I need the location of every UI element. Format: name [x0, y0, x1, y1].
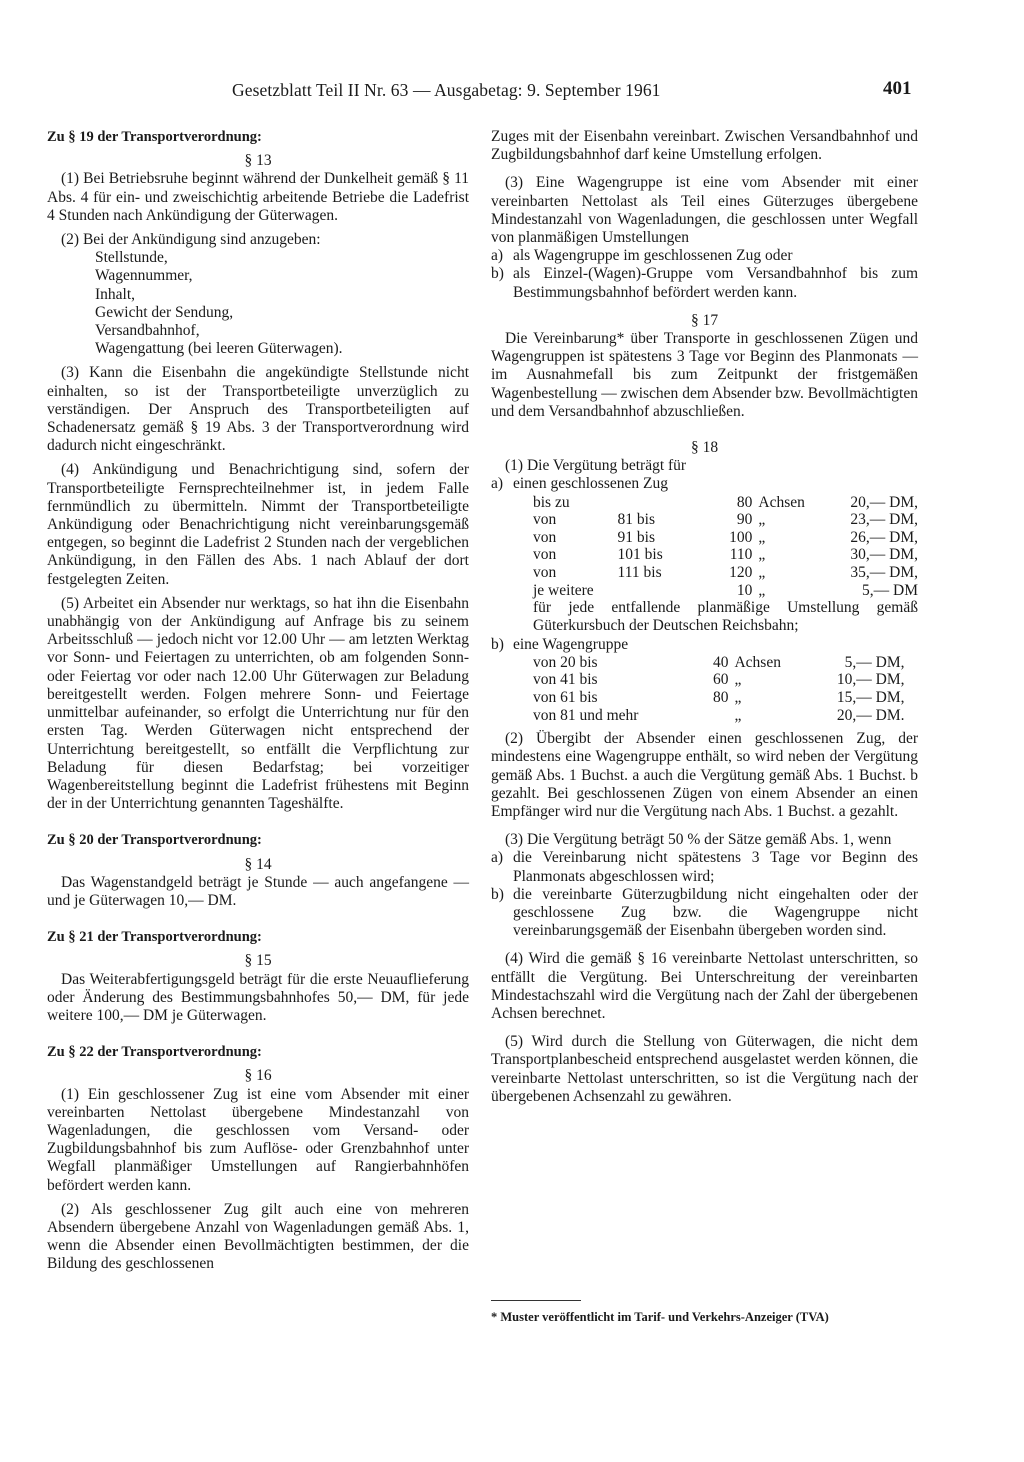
table-cell: „	[734, 689, 742, 707]
table-cell: 20,— DM,	[850, 493, 918, 511]
table-cell: 30,— DM,	[850, 546, 918, 564]
section-18-para-3: (3) Die Vergütung beträgt 50 % der Sätze gemäß Abs. 1, wenn	[505, 831, 892, 849]
page-header: Gesetzblatt Teil II Nr. 63 — Ausgabetag: 9. September 1961	[232, 80, 661, 100]
fee-table-wagon-group	[533, 654, 904, 724]
item-label: b)	[491, 885, 504, 903]
table-cell: von 61 bis	[533, 689, 598, 707]
section-18-title: § 18	[690, 439, 719, 457]
table-cell: von 20 bis	[533, 653, 598, 671]
table-row	[533, 689, 904, 707]
section-18-item-a-continued: für jede entfallende planmäßige Umstellung gemäß Güterkursbuch der Deutschen Reichsbahn;	[533, 599, 918, 635]
table-row	[533, 529, 918, 547]
list-item: Inhalt,	[95, 285, 136, 303]
item-label: a)	[491, 247, 504, 265]
section-13-para-4: (4) Ankündigung und Benachrichtigung sind, sofern der Transportbeteiligte Fernsprechteilnehmer ist, in jedem Falle fernmündlich zu übermitteln. Nimmt der Transportbeteiligte Ankündigung oder Benachrichtigung nicht vereinbarungsgemäß entgegen, so beginnt die Ladefrist 2 Stunden nach der vergeblichen Ankündigung, in den Fällen des Abs. 1 nach Ablauf der dort festgelegten Zeiten.	[47, 461, 469, 588]
section-18-item-b	[491, 636, 918, 654]
table-cell: 90	[736, 511, 753, 529]
table-cell: 60	[712, 671, 729, 689]
table-row	[533, 564, 918, 582]
list-item: Versandbahnhof,	[95, 322, 200, 340]
table-cell: „	[758, 546, 766, 564]
heading-zu-20: Zu § 20 der Transportverordnung:	[47, 832, 262, 849]
section-16-para-2: (2) Als geschlossener Zug gilt auch eine von mehreren Absendern übergebene Anzahl von Wagenladungen gemäß Abs. 1, wenn die Absender einen Bevollmächtigten bestimmen, der die Bildung des geschlossenen	[47, 1200, 469, 1273]
item-label: a)	[491, 475, 504, 493]
section-18-para-5: (5) Wird durch die Stellung von Güterwagen, die nicht dem Transportplanbescheid entsprechend ausgelastet werden können, die vereinbarte Nettolast unterschritten, so ist die Vergütung nach der übergebenen Achsenzahl zu gewähren.	[491, 1033, 918, 1105]
table-cell: von	[533, 511, 557, 529]
section-15-title: § 15	[244, 952, 272, 970]
section-18-para-4: (4) Wird die gemäß § 16 vereinbarte Nettolast unterschritten, so entfällt die Vergütung. Bei Unterschreitung der vereinbarten Mindestachszahl wird die Vergütung nach der Zahl der übergebenen Achsen berechnet.	[491, 950, 918, 1023]
fee-table-closed-train	[533, 494, 918, 600]
table-row	[533, 654, 904, 672]
table-row	[533, 707, 904, 725]
section-16-item-a	[491, 247, 918, 265]
table-cell: „	[758, 511, 766, 529]
section-13-para-3: (3) Kann die Eisenbahn die angekündigte Stellstunde nicht einhalten, so ist der Transportbeteiligte unverzüglich zu verständigen. Der Anspruch des Transportbeteiligten auf Schadenersatz gemäß § 19 Abs. 3 der Transportverordnung wird dadurch nicht eingeschränkt.	[47, 364, 469, 455]
section-18-para-1: (1) Die Vergütung beträgt für	[505, 457, 687, 475]
item-label: b)	[491, 265, 504, 283]
table-cell: Achsen	[758, 493, 805, 511]
footnote: * Muster veröffentlicht im Tarif- und Verkehrs-Anzeiger (TVA)	[491, 1310, 829, 1324]
item-label: b)	[491, 635, 504, 653]
section-18-para-2: (2) Übergibt der Absender einen geschlossenen Zug, der mindestens eine Wagengruppe enthält, so wird neben der Vergütung gemäß Abs. 1 Buchst. a auch die Vergütung gemäß Abs. 1 Buchst. b gezahlt. Bei geschlossenen Zügen von einem Absender an einen Empfänger wird nur die Vergütung nach Abs. 1 Buchst. a gezahlt.	[491, 730, 918, 821]
table-cell: 101 bis	[617, 546, 663, 564]
table-cell: 120	[729, 564, 753, 582]
table-cell	[638, 707, 734, 725]
section-17-title: § 17	[690, 311, 719, 329]
table-cell: 110	[729, 546, 753, 564]
table-row	[533, 582, 918, 600]
section-13-para-2: (2) Bei der Ankündigung sind anzugeben:	[61, 231, 321, 249]
table-row	[533, 511, 918, 529]
table-cell: 111 bis	[617, 564, 662, 582]
table-cell: 5,— DM,	[844, 653, 905, 671]
section-18-3-item-a	[491, 849, 918, 885]
table-cell: „	[758, 564, 766, 582]
section-13-title: § 13	[244, 152, 272, 170]
table-cell: 20,— DM.	[836, 706, 905, 724]
table-cell: 40	[712, 653, 729, 671]
left-column	[47, 128, 469, 1274]
page-number: 401	[883, 78, 912, 99]
table-cell: 91 bis	[617, 528, 656, 546]
table-cell: 81 bis	[617, 511, 656, 529]
table-cell: 35,— DM,	[850, 564, 918, 582]
table-cell: 23,— DM,	[850, 511, 918, 529]
table-cell: „	[734, 671, 742, 689]
table-cell: von	[533, 564, 557, 582]
table-cell: 80	[736, 493, 753, 511]
heading-zu-19: Zu § 19 der Transportverordnung:	[47, 129, 262, 145]
item-text: die Vereinbarung nicht spätestens 3 Tage vor Beginn des Planmonats abgeschlossen wird;	[513, 849, 918, 885]
item-text: die vereinbarte Güterzugbildung nicht eingehalten oder der geschlossene Zug bzw. die Wagengruppe nicht vereinbarungsgemäß der Eisenbahn übergeben worden sind.	[513, 885, 918, 940]
section-14-para: Das Wagenstandgeld beträgt je Stunde — auch angefangene — und je Güterwagen 10,— DM.	[47, 873, 469, 909]
section-18-item-a	[491, 475, 918, 493]
table-cell: „	[758, 528, 766, 546]
section-18-3-item-b	[491, 886, 918, 941]
heading-zu-21: Zu § 21 der Transportverordnung:	[47, 929, 262, 946]
table-cell: 5,— DM	[862, 581, 918, 599]
table-row	[533, 546, 918, 564]
section-13-para-1: (1) Bei Betriebsruhe beginnt während der Dunkelheit gemäß § 11 Abs. 4 für ein- und zweischichtig arbeitende Betriebe die Ladefrist 4 Stunden nach Ankündigung der Güterwagen.	[47, 170, 469, 224]
section-13-item-list	[47, 249, 469, 358]
table-row	[533, 671, 904, 689]
section-16-title: § 16	[244, 1067, 272, 1085]
section-16-para-2-continued: Zuges mit der Eisenbahn vereinbart. Zwischen Versandbahnhof und Zugbildungsbahnhof darf keine Umstellung erfolgen.	[491, 128, 918, 164]
item-text: einen geschlossenen Zug	[513, 475, 668, 493]
footnote-divider	[491, 1300, 581, 1301]
heading-zu-22: Zu § 22 der Transportverordnung:	[47, 1044, 262, 1061]
table-row	[533, 494, 918, 512]
list-item: Wagennummer,	[95, 267, 193, 285]
table-cell: 80	[712, 689, 729, 707]
table-cell	[618, 582, 675, 600]
item-text: eine Wagengruppe	[513, 635, 629, 653]
section-14-title: § 14	[244, 855, 272, 873]
table-cell: „	[734, 706, 742, 724]
section-16-item-b	[491, 265, 918, 301]
table-cell: von 41 bis	[533, 671, 598, 689]
item-text: als Einzel-(Wagen)-Gruppe vom Versandbahnhof bis zum Bestimmungsbahnhof befördert werden kann.	[513, 265, 918, 301]
section-13-para-5: (5) Arbeitet ein Absender nur werktags, so hat ihn die Eisenbahn unabhängig von der Ankündigung auf Anfrage bis zu seinem Arbeitsschluß — jedoch nicht vor 12.00 Uhr — am letzten Werktag vor Sonn- und Feiertagen zu unterrichten, ob am folgenden Sonn- oder Feiertag vor oder nach 12.00 Uhr Güterwagen zur Beladung bereitgestellt werden. Folgen mehrere Sonn- und Feiertage unmittelbar aufeinander, so erfolgt die Unterrichtung nur für den ersten Tag. Werden Güterwagen nicht entsprechend der Unterrichtung bereitgestellt, so entfällt die Verpflichtung zur Beladung für diesen Bedarfstag; bei vorzeitiger Wagenbereitstellung beginnt die Ladefrist frühestens mit Beginn der in der Unterrichtung genannten Tageshälfte.	[47, 594, 469, 813]
list-item: Stellstunde,	[95, 249, 168, 267]
table-cell: von 81 und mehr	[533, 706, 639, 724]
table-cell: 15,— DM,	[836, 689, 905, 707]
item-text: als Wagengruppe im geschlossenen Zug oder	[513, 247, 793, 265]
item-label: a)	[491, 849, 504, 867]
list-item: Wagengattung (bei leeren Güterwagen).	[95, 340, 343, 358]
section-15-para: Das Weiterabfertigungsgeld beträgt für die erste Neuauflieferung oder Änderung des Bestimmungsbahnhofes 50,— DM, für jede weitere 100,— DM je Güterwagen.	[47, 970, 469, 1024]
table-cell: je weitere	[533, 581, 594, 599]
table-cell: 10	[736, 581, 753, 599]
right-column	[491, 128, 918, 1106]
table-cell: von	[533, 546, 557, 564]
table-cell: „	[758, 581, 766, 599]
table-cell: 10,— DM,	[836, 671, 905, 689]
table-cell: 26,— DM,	[850, 528, 918, 546]
list-item: Gewicht der Sendung,	[95, 303, 234, 321]
section-17-para: Die Vereinbarung* über Transporte in geschlossenen Zügen und Wagengruppen ist spätestens 3 Tage vor Beginn des Planmonats — im Ausnahmefall bis zum Zeitpunkt der fristgemäßen Wagenbestellung — zwischen dem Absender bzw. Bevollmächtigten und dem Versandbahnhof abzuschließen.	[491, 330, 918, 420]
table-cell: bis zu	[533, 493, 570, 511]
table-cell: Achsen	[734, 653, 781, 671]
section-16-para-1: (1) Ein geschlossener Zug ist eine vom Absender mit einer vereinbarten Nettolast übergebene Mindestanzahl von Wagenladungen, die geschlossen vom Versand- oder Zugbildungsbahnhof bis zum Auflöse- oder Grenzbahnhof unter Wegfall planmäßiger Umstellungen auf Rangierbahnhöfen befördert werden kann.	[47, 1085, 469, 1194]
table-cell: 100	[729, 528, 753, 546]
section-16-para-3: (3) Eine Wagengruppe ist eine vom Absender mit einer vereinbarten Nettolast als Teil eines Güterzuges übergebene Mindestanzahl von Wagenladungen, die geschlossen unter Wegfall von planmäßigen Umstellungen	[491, 174, 918, 247]
table-cell	[618, 494, 675, 512]
table-cell: von	[533, 528, 557, 546]
